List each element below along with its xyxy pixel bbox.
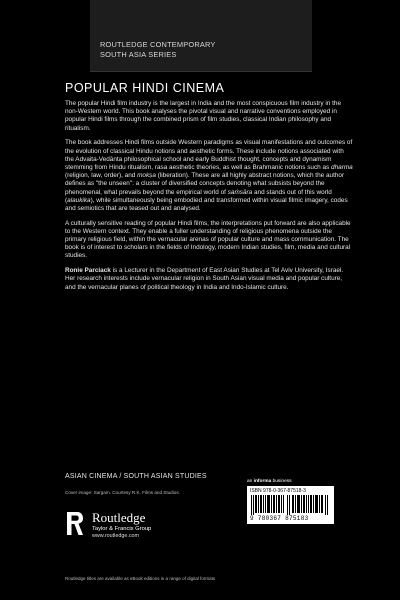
blurb-text: ), while simultaneously being embodied and transformed within visual filmic imagery, codes and semiotics that are teased out and analysed.: [65, 196, 348, 212]
barcode-icon: [251, 495, 330, 515]
blurb-text: and stands out of this world (: [65, 188, 332, 204]
informa-brand: informa: [253, 479, 272, 484]
book-title: POPULAR HINDI CINEMA: [65, 81, 225, 95]
series-line-1: ROUTLEDGE CONTEMPORARY: [100, 40, 216, 49]
isbn: ISBN 978-0-367-87518-3: [250, 488, 306, 494]
ebook-note: Routledge titles are available as eBook editions in a range of digital formats: [65, 576, 216, 581]
barcode-number: 9 780367 875183: [250, 515, 309, 522]
term-dharma: dharma: [331, 163, 353, 171]
blurb: [65, 100, 353, 298]
term-samsara: saṁsāra: [227, 188, 253, 196]
informa-label: [247, 479, 292, 484]
publisher-name: Routledge: [92, 510, 146, 525]
cover-credit: Cover image: Sargam. Courtesy R.K. Films and Studios.: [65, 490, 180, 495]
publisher-group: Taylor & Francis Group: [92, 526, 152, 532]
blurb-text: (religion, law, order), and: [65, 172, 138, 180]
informa-prefix: an: [247, 479, 254, 484]
series-box: [90, 0, 312, 72]
blurb-paragraph-1: The popular Hindi film industry is the largest in India and the most conspicuous film industry in the non-Western world. This book analyses the pivotal visual and narrative conventions employed in popular Hindi films through the combined prism of film studies, classical Indian philosophy and ritualism.: [65, 100, 341, 132]
series-line-2: SOUTH ASIA SERIES: [100, 50, 177, 59]
informa-suffix: business: [271, 479, 292, 484]
term-alaukika: alaukika: [67, 196, 91, 204]
blurb-paragraph-3: A culturally sensitive reading of popular Hindi films, the interpretations put forward are also applicable to the Western context. They enable a fuller understanding of religious phenomena outside the primary religious field, within the vernacular arenas of popular culture and mass communication. The book is of interest to scholars in the fields of Indology, modern Indian studies, film, media and cultural studies.: [65, 219, 351, 260]
publisher-url: www.routledge.com: [92, 533, 140, 539]
barcode-block: [247, 486, 334, 524]
blurb-text: The book addresses Hindi films outside Western paradigms as visual manifestations and outcomes of the evolution of classical Hindu notions and aesthetic forms. These include notions associated with the Advaita-Vedānta philosophical school and early Buddhist thought, concepts and dynamism stemming from Hindu ritualism, rasa aesthetic theories, as well as Brahmanic notions such as: [65, 139, 353, 171]
blurb-paragraph-2: [65, 139, 353, 213]
blurb-text: (liberation). These are all highly abstract notions, which the author defines as "the unseen": a cluster of diversified concepts denoting what subsists beyond the phenomenal, what prevails beyond the empirical world of: [65, 172, 345, 196]
author-name: Ronie Parciack: [65, 267, 111, 275]
term-moksa: mokṣa: [137, 172, 156, 180]
author-bio-text: is a Lecturer in the Department of East Asian Studies at Tel Aviv University, Israel. Her research interests include vernacular religion in South Asian visual media and popular culture, and the vernacular planes of political theology in India and Indo-Islamic culture.: [65, 267, 344, 291]
subject-category: ASIAN CINEMA / SOUTH ASIAN STUDIES: [65, 473, 207, 480]
routledge-logo-icon: [65, 511, 85, 536]
author-bio: [65, 267, 353, 292]
series-label: [100, 40, 216, 60]
